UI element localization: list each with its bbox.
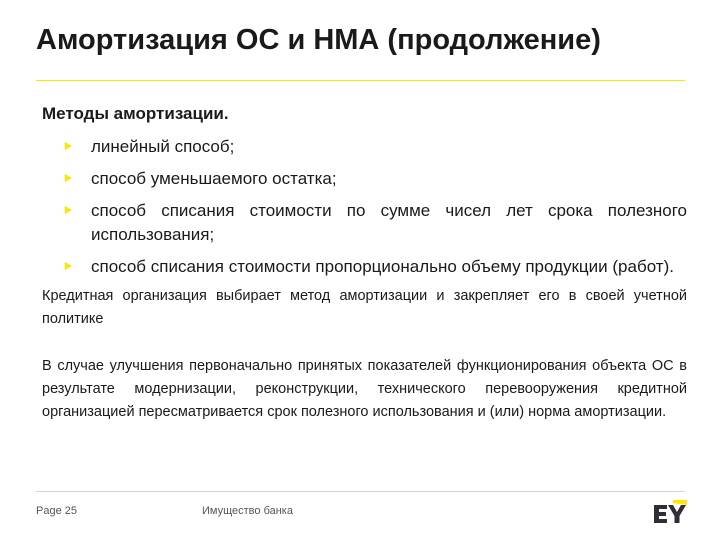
triangle-bullet-icon bbox=[65, 262, 72, 270]
policy-paragraph: Кредитная организация выбирает метод амортизации и закрепляет его в своей учетной политике bbox=[42, 288, 687, 327]
list-item bbox=[42, 167, 687, 191]
list-item-text: способ уменьшаемого остатка; bbox=[91, 169, 337, 188]
footer-caption: Имущество банка bbox=[202, 505, 293, 517]
list-item-text: способ списания стоимости пропорционально объему продукции (работ). bbox=[91, 257, 674, 276]
slide-title: Амортизация ОС и НМА (продолжение) bbox=[36, 24, 601, 56]
list-item bbox=[42, 199, 687, 247]
list-item-text: способ списания стоимости по сумме чисел лет срока полезного использования; bbox=[91, 201, 687, 244]
list-item bbox=[42, 135, 687, 159]
page-number: Page 25 bbox=[36, 505, 77, 517]
title-divider bbox=[36, 80, 685, 81]
footer-divider bbox=[36, 491, 685, 492]
list-item bbox=[42, 255, 687, 279]
slide-content bbox=[42, 103, 687, 424]
methods-list bbox=[42, 135, 687, 279]
methods-heading: Методы амортизации. bbox=[42, 104, 229, 123]
list-item-text: линейный способ; bbox=[91, 137, 235, 156]
triangle-bullet-icon bbox=[65, 142, 72, 150]
improvement-paragraph: В случае улучшения первоначально принятых показателей функционирования объекта ОС в результате модернизации, реконструкции, технического перевооружения кредитной организацией пересматривается срок полезного использования и (или) норма амортизации. bbox=[42, 358, 687, 420]
triangle-bullet-icon bbox=[65, 174, 72, 182]
ey-logo-icon bbox=[653, 500, 687, 524]
triangle-bullet-icon bbox=[65, 206, 72, 214]
